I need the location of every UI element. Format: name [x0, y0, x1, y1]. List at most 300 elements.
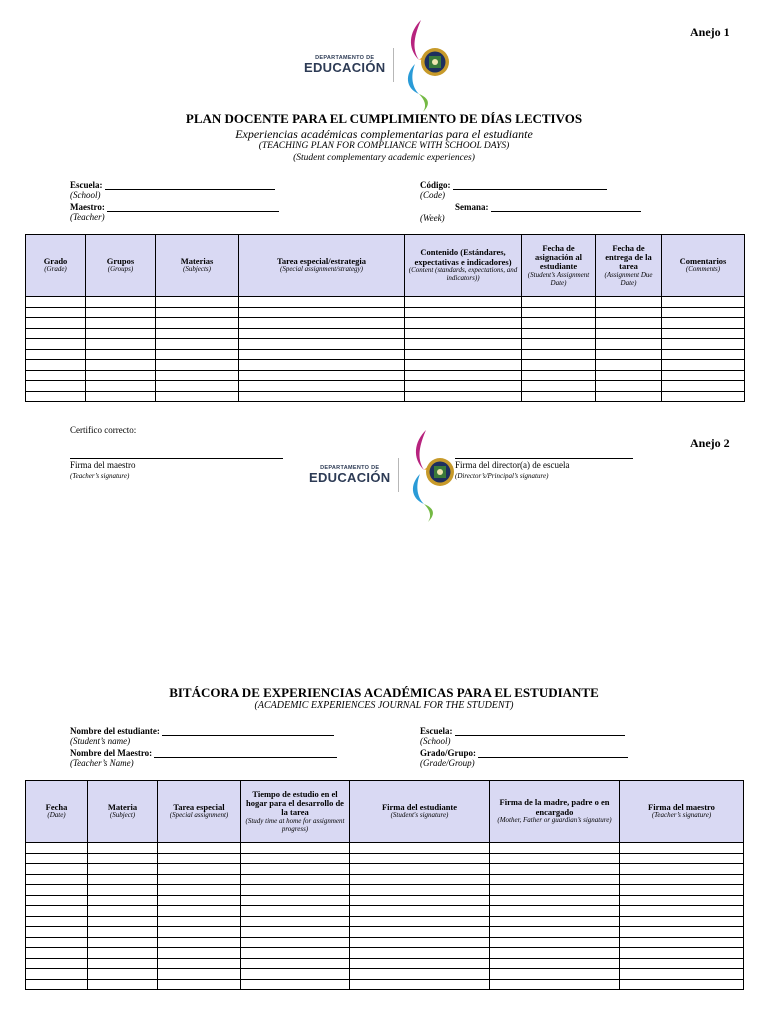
table-cell[interactable]	[26, 927, 88, 938]
table-cell[interactable]	[350, 864, 490, 875]
table-cell[interactable]	[350, 906, 490, 917]
table-cell[interactable]	[522, 318, 596, 329]
maestro-input[interactable]	[107, 211, 279, 212]
table-cell[interactable]	[86, 391, 156, 402]
table-cell[interactable]	[522, 349, 596, 360]
table-cell[interactable]	[86, 339, 156, 350]
table-row	[26, 297, 745, 308]
table-cell[interactable]	[620, 843, 744, 854]
table-cell[interactable]	[158, 958, 241, 969]
table-cell[interactable]	[158, 864, 241, 875]
table-cell[interactable]	[26, 360, 86, 371]
plan-header-label-en: (Content (standards, expectations, and indicators))	[408, 266, 518, 282]
table-cell[interactable]	[26, 979, 88, 990]
table-row	[26, 874, 744, 885]
seal-icon	[401, 18, 457, 112]
table-cell[interactable]	[26, 349, 86, 360]
table-cell[interactable]	[596, 349, 662, 360]
table-cell[interactable]	[158, 906, 241, 917]
plan-header-6	[596, 235, 662, 297]
table-cell[interactable]	[662, 328, 745, 339]
table-cell[interactable]	[26, 370, 86, 381]
estudiante-label: Nombre del estudiante:	[70, 726, 160, 736]
table-cell[interactable]	[86, 328, 156, 339]
table-cell[interactable]	[620, 906, 744, 917]
table-row	[26, 391, 745, 402]
table-cell[interactable]	[26, 916, 88, 927]
table-cell[interactable]	[241, 895, 350, 906]
table-cell[interactable]	[620, 958, 744, 969]
table-cell[interactable]	[662, 349, 745, 360]
table-cell[interactable]	[620, 927, 744, 938]
table-row	[26, 895, 744, 906]
table-cell[interactable]	[241, 916, 350, 927]
table-cell[interactable]	[241, 843, 350, 854]
plan-header-label: Contenido (Estándares, expectativas e indicadores)	[414, 247, 512, 267]
bitacora-header-label: Tiempo de estudio en el hogar para el desarrollo de la tarea	[246, 788, 344, 818]
table-cell[interactable]	[158, 937, 241, 948]
table-row	[26, 979, 744, 990]
plan-header-label: Grado	[43, 255, 68, 266]
table-cell[interactable]	[241, 906, 350, 917]
table-cell[interactable]	[350, 916, 490, 927]
table-cell[interactable]	[239, 349, 405, 360]
table-cell[interactable]	[88, 927, 158, 938]
table-cell[interactable]	[490, 874, 620, 885]
estudiante-label-en: (Student’s name)	[70, 736, 131, 747]
table-cell[interactable]	[522, 370, 596, 381]
table-cell[interactable]	[490, 927, 620, 938]
table-cell[interactable]	[26, 948, 88, 959]
escuela-label: Escuela:	[70, 180, 103, 190]
table-cell[interactable]	[522, 360, 596, 371]
table-cell[interactable]	[86, 297, 156, 308]
table-cell[interactable]	[596, 328, 662, 339]
table-cell[interactable]	[88, 916, 158, 927]
table-cell[interactable]	[26, 906, 88, 917]
firma-maestro-label: Firma del maestro	[70, 460, 136, 470]
table-cell[interactable]	[156, 381, 239, 392]
plan-header-1	[86, 235, 156, 297]
plan-header-label-en: (Groups)	[107, 265, 134, 274]
table-cell[interactable]	[158, 843, 241, 854]
table-cell[interactable]	[26, 391, 86, 402]
codigo-input[interactable]	[453, 189, 607, 190]
table-cell[interactable]	[158, 916, 241, 927]
table-cell[interactable]	[662, 381, 745, 392]
table-cell[interactable]	[522, 328, 596, 339]
plan-subtitle-1: Experiencias académicas complementarias para el estudiante	[235, 127, 533, 141]
table-cell[interactable]	[405, 297, 522, 308]
table-row	[26, 969, 744, 980]
table-cell[interactable]	[405, 391, 522, 402]
plan-header-5	[522, 235, 596, 297]
bit-escuela-label-en: (School)	[420, 736, 451, 747]
department-logo-2	[309, 428, 462, 522]
bitacora-header-label: Firma del estudiante	[381, 801, 458, 812]
firma-maestro-label-en: (Teacher’s signature)	[70, 472, 130, 481]
logo-big-text: EDUCACIÓN	[304, 60, 386, 76]
codigo-field	[420, 180, 607, 201]
table-cell[interactable]	[405, 381, 522, 392]
table-cell[interactable]	[405, 339, 522, 350]
bitacora-header-label-en: (Date)	[47, 811, 66, 820]
estudiante-input[interactable]	[162, 735, 334, 736]
maestro-label: Maestro:	[70, 202, 105, 212]
table-cell[interactable]	[405, 349, 522, 360]
logo-big-text-2: EDUCACIÓN	[309, 470, 391, 486]
table-cell[interactable]	[86, 381, 156, 392]
table-cell[interactable]	[620, 885, 744, 896]
table-cell[interactable]	[156, 297, 239, 308]
table-row	[26, 370, 745, 381]
table-cell[interactable]	[241, 874, 350, 885]
table-cell[interactable]	[158, 969, 241, 980]
bitacora-header-label: Fecha	[45, 801, 68, 812]
table-cell[interactable]	[88, 864, 158, 875]
table-cell[interactable]	[596, 391, 662, 402]
bit-maestro-label-en: (Teacher’s Name)	[70, 758, 134, 769]
table-cell[interactable]	[490, 885, 620, 896]
bitacora-header-label-en: (Special assignment)	[169, 811, 229, 820]
table-row	[26, 937, 744, 948]
table-cell[interactable]	[350, 885, 490, 896]
certifico-label: Certifico correcto:	[70, 425, 137, 435]
table-cell[interactable]	[620, 895, 744, 906]
table-cell[interactable]	[158, 927, 241, 938]
table-cell[interactable]	[88, 843, 158, 854]
table-cell[interactable]	[522, 391, 596, 402]
table-cell[interactable]	[490, 937, 620, 948]
table-cell[interactable]	[239, 318, 405, 329]
table-cell[interactable]	[241, 927, 350, 938]
bitacora-header-5	[490, 781, 620, 843]
table-cell[interactable]	[26, 958, 88, 969]
table-cell[interactable]	[350, 979, 490, 990]
table-cell[interactable]	[239, 360, 405, 371]
table-cell[interactable]	[620, 979, 744, 990]
table-cell[interactable]	[522, 381, 596, 392]
table-cell[interactable]	[596, 297, 662, 308]
table-cell[interactable]	[158, 874, 241, 885]
bitacora-header-label-en: (Subject)	[109, 811, 136, 820]
grado-label: Grado/Grupo:	[420, 748, 477, 758]
plan-table	[25, 234, 745, 402]
table-cell[interactable]	[26, 885, 88, 896]
department-logo	[304, 18, 457, 112]
table-cell[interactable]	[26, 937, 88, 948]
table-row	[26, 360, 745, 371]
table-cell[interactable]	[88, 906, 158, 917]
table-cell[interactable]	[156, 339, 239, 350]
table-row	[26, 958, 744, 969]
plan-subtitle-3: (Student complementary academic experiences)	[293, 153, 475, 163]
table-cell[interactable]	[350, 895, 490, 906]
grado-input[interactable]	[478, 757, 628, 758]
table-cell[interactable]	[241, 958, 350, 969]
table-cell[interactable]	[88, 958, 158, 969]
table-cell[interactable]	[405, 307, 522, 318]
table-row	[26, 927, 744, 938]
table-row	[26, 843, 744, 854]
plan-header-label: Fecha de asignación al estudiante	[535, 242, 582, 272]
table-cell[interactable]	[26, 339, 86, 350]
bit-maestro-field	[70, 748, 337, 769]
plan-header-2	[156, 235, 239, 297]
plan-title: PLAN DOCENTE PARA EL CUMPLIMIENTO DE DÍAS LECTIVOS	[185, 111, 583, 126]
table-row	[26, 948, 744, 959]
bitacora-header-label-en: (Study time at home for assignment progress)	[245, 816, 345, 833]
teacher-signature-line[interactable]	[70, 458, 283, 459]
table-cell[interactable]	[239, 307, 405, 318]
table-cell[interactable]	[88, 937, 158, 948]
table-cell[interactable]	[158, 885, 241, 896]
table-cell[interactable]	[350, 958, 490, 969]
table-cell[interactable]	[350, 843, 490, 854]
table-cell[interactable]	[239, 328, 405, 339]
director-signature-line[interactable]	[455, 458, 633, 459]
bitacora-header-label-en: (Mother, Father or guardian’s signature)	[497, 816, 612, 824]
plan-header-label: Grupos	[106, 255, 135, 266]
plan-header-label-en: (Assignment Due Date)	[604, 270, 653, 287]
table-cell[interactable]	[26, 381, 86, 392]
table-cell[interactable]	[86, 360, 156, 371]
table-cell[interactable]	[662, 370, 745, 381]
codigo-label-en: (Code)	[420, 190, 445, 201]
semana-input[interactable]	[491, 211, 641, 212]
table-cell[interactable]	[350, 948, 490, 959]
table-cell[interactable]	[596, 381, 662, 392]
table-row	[26, 349, 745, 360]
bitacora-header-3	[241, 781, 350, 843]
teacher-signature	[70, 460, 135, 481]
table-row	[26, 318, 745, 329]
bitacora-header-label: Firma de la madre, padre o en encargado	[499, 797, 610, 817]
table-cell[interactable]	[88, 895, 158, 906]
plan-header-label-en: (Subjects)	[183, 265, 211, 274]
table-cell[interactable]	[620, 916, 744, 927]
table-cell[interactable]	[26, 969, 88, 980]
plan-header-label-en: (Student’s Assignment Date)	[527, 270, 590, 287]
table-cell[interactable]	[662, 360, 745, 371]
table-cell[interactable]	[620, 864, 744, 875]
table-cell[interactable]	[239, 339, 405, 350]
escuela-field	[70, 180, 275, 201]
bit-maestro-input[interactable]	[154, 757, 337, 758]
table-cell[interactable]	[405, 360, 522, 371]
table-row	[26, 381, 745, 392]
table-cell[interactable]	[662, 391, 745, 402]
bitacora-subtitle: (ACADEMIC EXPERIENCES JOURNAL FOR THE STUDENT)	[254, 700, 514, 711]
table-cell[interactable]	[239, 381, 405, 392]
table-row	[26, 853, 744, 864]
table-cell[interactable]	[88, 874, 158, 885]
bitacora-header-label: Tarea especial	[173, 801, 225, 812]
table-cell[interactable]	[620, 853, 744, 864]
table-cell[interactable]	[88, 979, 158, 990]
table-cell[interactable]	[158, 979, 241, 990]
table-cell[interactable]	[26, 874, 88, 885]
table-cell[interactable]	[522, 307, 596, 318]
table-row	[26, 885, 744, 896]
table-cell[interactable]	[350, 937, 490, 948]
table-cell[interactable]	[405, 318, 522, 329]
table-cell[interactable]	[88, 885, 158, 896]
table-cell[interactable]	[156, 328, 239, 339]
table-cell[interactable]	[156, 349, 239, 360]
table-row	[26, 906, 744, 917]
table-cell[interactable]	[490, 895, 620, 906]
table-cell[interactable]	[596, 370, 662, 381]
bitacora-table	[25, 780, 744, 990]
table-cell[interactable]	[241, 969, 350, 980]
table-cell[interactable]	[26, 297, 86, 308]
bitacora-header-2	[158, 781, 241, 843]
table-cell[interactable]	[241, 937, 350, 948]
anejo-1-label: Anejo 1	[690, 25, 730, 39]
table-cell[interactable]	[490, 979, 620, 990]
table-cell[interactable]	[241, 864, 350, 875]
plan-subtitle-2: (TEACHING PLAN FOR COMPLIANCE WITH SCHOOL DAYS)	[258, 141, 510, 151]
bit-escuela-input[interactable]	[455, 735, 625, 736]
table-cell[interactable]	[239, 370, 405, 381]
table-cell[interactable]	[241, 948, 350, 959]
table-cell[interactable]	[241, 979, 350, 990]
anejo-2-label: Anejo 2	[690, 436, 730, 450]
table-cell[interactable]	[158, 853, 241, 864]
maestro-field	[70, 202, 279, 223]
table-cell[interactable]	[156, 391, 239, 402]
table-cell[interactable]	[350, 969, 490, 980]
table-cell[interactable]	[26, 328, 86, 339]
table-row	[26, 328, 745, 339]
semana-label-en-wrap	[420, 213, 445, 223]
table-cell[interactable]	[490, 906, 620, 917]
table-cell[interactable]	[350, 874, 490, 885]
table-cell[interactable]	[620, 969, 744, 980]
semana-label: Semana:	[455, 202, 489, 212]
table-cell[interactable]	[350, 927, 490, 938]
bitacora-header-1	[88, 781, 158, 843]
bitacora-header-4	[350, 781, 490, 843]
bit-escuela-label: Escuela:	[420, 726, 453, 736]
director-signature	[455, 460, 569, 481]
table-row	[26, 916, 744, 927]
bitacora-header-label: Firma del maestro	[648, 801, 715, 812]
table-row	[26, 864, 744, 875]
table-cell[interactable]	[158, 895, 241, 906]
plan-header-label: Fecha de entrega de la tarea	[605, 242, 652, 272]
plan-header-4	[405, 235, 522, 297]
seal-icon-2	[406, 428, 462, 522]
table-cell[interactable]	[620, 874, 744, 885]
table-cell[interactable]	[662, 339, 745, 350]
firma-director-label: Firma del director(a) de escuela	[455, 460, 570, 470]
logo-small-text: DEPARTAMENTO DE	[315, 54, 375, 61]
table-cell[interactable]	[596, 318, 662, 329]
plan-header-label: Comentarios	[679, 255, 727, 266]
table-cell[interactable]	[26, 895, 88, 906]
bitacora-header-label-en: (Teacher’s signature)	[651, 811, 712, 820]
table-cell[interactable]	[490, 864, 620, 875]
table-row	[26, 307, 745, 318]
table-cell[interactable]	[86, 318, 156, 329]
bitacora-title: BITÁCORA DE EXPERIENCIAS ACADÉMICAS PARA EL ESTUDIANTE	[169, 685, 599, 700]
table-cell[interactable]	[241, 885, 350, 896]
table-cell[interactable]	[26, 318, 86, 329]
semana-label-en: (Week)	[420, 213, 445, 223]
bitacora-header-label-en: (Student's signature)	[390, 811, 449, 820]
table-cell[interactable]	[662, 307, 745, 318]
table-cell[interactable]	[662, 297, 745, 308]
table-cell[interactable]	[88, 969, 158, 980]
estudiante-field	[70, 726, 334, 747]
table-cell[interactable]	[86, 370, 156, 381]
table-cell[interactable]	[522, 339, 596, 350]
table-cell[interactable]	[86, 307, 156, 318]
table-cell[interactable]	[596, 307, 662, 318]
codigo-label: Código:	[420, 180, 451, 190]
table-cell[interactable]	[490, 958, 620, 969]
table-cell[interactable]	[88, 948, 158, 959]
table-row	[26, 339, 745, 350]
escuela-label-en: (School)	[70, 190, 101, 201]
table-cell[interactable]	[620, 937, 744, 948]
table-cell[interactable]	[490, 916, 620, 927]
plan-header-7	[662, 235, 745, 297]
table-cell[interactable]	[490, 948, 620, 959]
table-cell[interactable]	[662, 318, 745, 329]
bitacora-header-label: Materia	[107, 801, 138, 812]
table-cell[interactable]	[26, 307, 86, 318]
table-cell[interactable]	[522, 297, 596, 308]
table-cell[interactable]	[490, 853, 620, 864]
table-cell[interactable]	[241, 853, 350, 864]
table-cell[interactable]	[156, 307, 239, 318]
table-cell[interactable]	[86, 349, 156, 360]
table-cell[interactable]	[26, 843, 88, 854]
table-cell[interactable]	[26, 853, 88, 864]
bitacora-header-0	[26, 781, 88, 843]
table-cell[interactable]	[596, 360, 662, 371]
plan-header-label-en: (Comments)	[685, 265, 721, 274]
table-cell[interactable]	[350, 853, 490, 864]
table-cell[interactable]	[156, 370, 239, 381]
table-cell[interactable]	[239, 297, 405, 308]
table-cell[interactable]	[156, 318, 239, 329]
bit-maestro-label: Nombre del Maestro:	[70, 748, 153, 758]
table-cell[interactable]	[490, 843, 620, 854]
plan-header-label: Materias	[180, 255, 214, 266]
table-cell[interactable]	[158, 948, 241, 959]
table-cell[interactable]	[26, 864, 88, 875]
table-cell[interactable]	[405, 370, 522, 381]
semana-field	[455, 202, 641, 212]
table-cell[interactable]	[490, 969, 620, 980]
plan-header-0	[26, 235, 86, 297]
table-cell[interactable]	[156, 360, 239, 371]
table-cell[interactable]	[88, 853, 158, 864]
bit-escuela-field	[420, 726, 625, 747]
plan-header-label-en: (Special assignment/strategy)	[279, 265, 363, 274]
table-cell[interactable]	[239, 391, 405, 402]
table-cell[interactable]	[596, 339, 662, 350]
grado-label-en: (Grade/Group)	[420, 758, 475, 769]
maestro-label-en: (Teacher)	[70, 212, 105, 223]
table-cell[interactable]	[620, 948, 744, 959]
table-cell[interactable]	[405, 328, 522, 339]
escuela-input[interactable]	[105, 189, 275, 190]
